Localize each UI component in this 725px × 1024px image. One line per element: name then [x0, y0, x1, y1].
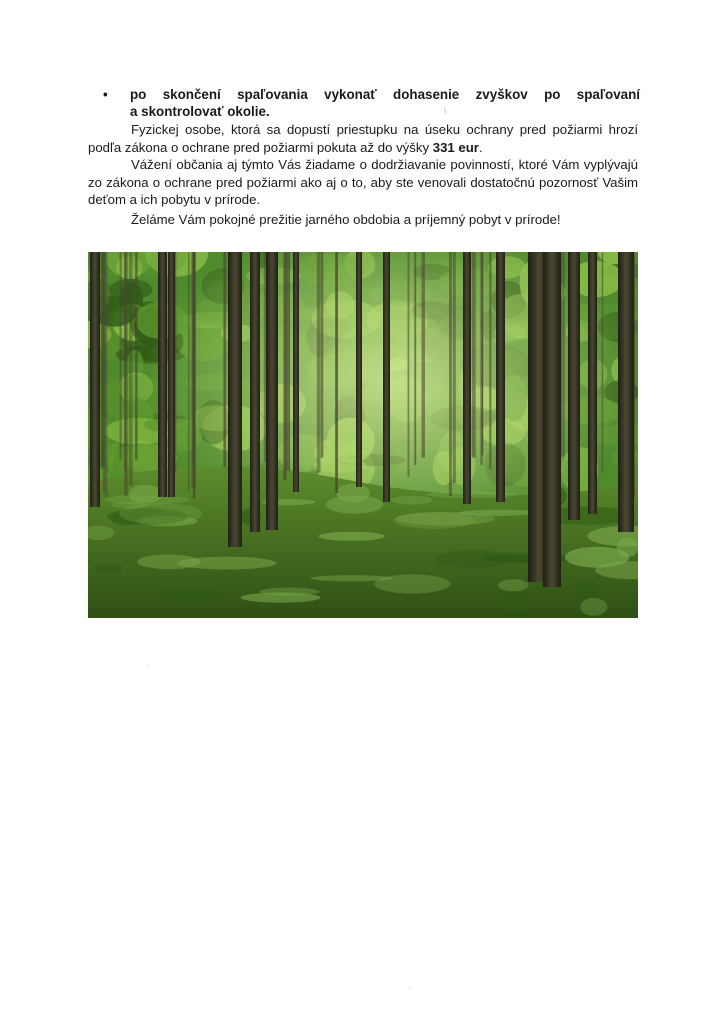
background-trunk [449, 252, 452, 496]
ground-patch [574, 581, 599, 594]
ground-patch [103, 495, 189, 505]
background-trunk [561, 252, 565, 457]
ground-patch [319, 532, 385, 541]
fine-amount: 331 eur [432, 139, 479, 155]
ground-patch [137, 554, 200, 569]
background-trunk [317, 252, 321, 473]
paragraph-fine-line-2 [88, 139, 638, 157]
ground-patch [160, 588, 222, 602]
background-trunk [124, 252, 126, 471]
background-trunk [408, 252, 410, 477]
background-trunk [335, 252, 338, 493]
ground-patch [259, 588, 319, 596]
foreground-trunk [496, 252, 505, 502]
background-trunk [188, 252, 190, 491]
background-trunk [321, 252, 324, 458]
foreground-trunk [250, 252, 260, 532]
paragraph-fine-line-2-end: . [478, 139, 483, 155]
ground-patch [93, 564, 122, 574]
background-trunk [223, 252, 226, 467]
bullet-text-line-2: a skontrolovať okolie. [130, 104, 270, 119]
foreground-trunk [90, 252, 100, 507]
background-trunk [489, 252, 491, 469]
background-trunk [191, 252, 195, 487]
ground-patch [326, 495, 383, 513]
paragraph-fine-line-2-text: podľa zákona o ochrane pred požiarmi pokuta až do výšky [88, 139, 433, 155]
ground-patch [119, 503, 202, 524]
scan-speck: · [408, 982, 411, 992]
paragraph-appeal [88, 156, 638, 209]
forest-illustration [88, 252, 638, 618]
background-trunk [422, 252, 426, 458]
background-trunk [135, 252, 138, 460]
foreground-trunk [543, 252, 561, 587]
scan-speck: · [147, 660, 150, 670]
scan-speck: \ [444, 106, 447, 116]
foreground-trunk [168, 252, 175, 497]
background-trunk [105, 252, 107, 498]
foreground-trunk [266, 252, 278, 530]
foreground-trunk [356, 252, 362, 487]
ground-patch [310, 575, 393, 581]
background-trunk [414, 252, 416, 465]
background-trunk [129, 252, 133, 485]
background-trunk [103, 252, 106, 493]
ground-patch [498, 579, 529, 591]
ground-patch [459, 510, 536, 516]
background-trunk [472, 252, 476, 458]
foreground-trunk [158, 252, 167, 497]
foreground-trunk [383, 252, 390, 502]
paragraph-appeal-line-2: zo zákona o ochrane pred požiarmi ako aj o to, aby ste venovali dostatočnú pozornosť Vašim [88, 174, 638, 190]
paragraph-wish-line-1: Želáme Vám pokojné prežitie jarného obdobia a príjemný pobyt v prírode! [131, 212, 561, 227]
background-trunk [453, 252, 456, 483]
ground-patch [391, 496, 433, 505]
foreground-trunk [463, 252, 471, 504]
ground-patch [502, 593, 529, 612]
background-trunk [283, 252, 286, 480]
ground-patch [565, 547, 629, 568]
paragraph-fine [88, 121, 638, 156]
bullet-text-line-1: po skončení spaľovania vykonať dohasenie zvyškov po spaľovaní [130, 87, 640, 102]
foreground-trunk [568, 252, 580, 520]
paragraph-wish [88, 211, 638, 229]
bullet-symbol: • [103, 87, 108, 102]
paragraph-appeal-line-1: Vážení občania aj týmto Vás žiadame o dodržiavanie povinností, ktoré Vám vyplývajú [131, 157, 638, 172]
foreground-trunk [228, 252, 242, 547]
background-trunk [602, 252, 604, 473]
ground-patch [580, 598, 607, 616]
foreground-trunk [618, 252, 634, 532]
paragraph-appeal-line-3: deťom a ich pobytu v prírode. [88, 192, 261, 207]
foreground-trunk [293, 252, 299, 492]
forest-photo [88, 252, 638, 618]
background-trunk [480, 252, 483, 465]
foreground-trunk [588, 252, 597, 514]
background-trunk [120, 252, 122, 460]
paragraph-fine-line-1: Fyzickej osobe, ktorá sa dopustí priestupku na úseku ochrany pred požiarmi hrozí [131, 122, 638, 137]
